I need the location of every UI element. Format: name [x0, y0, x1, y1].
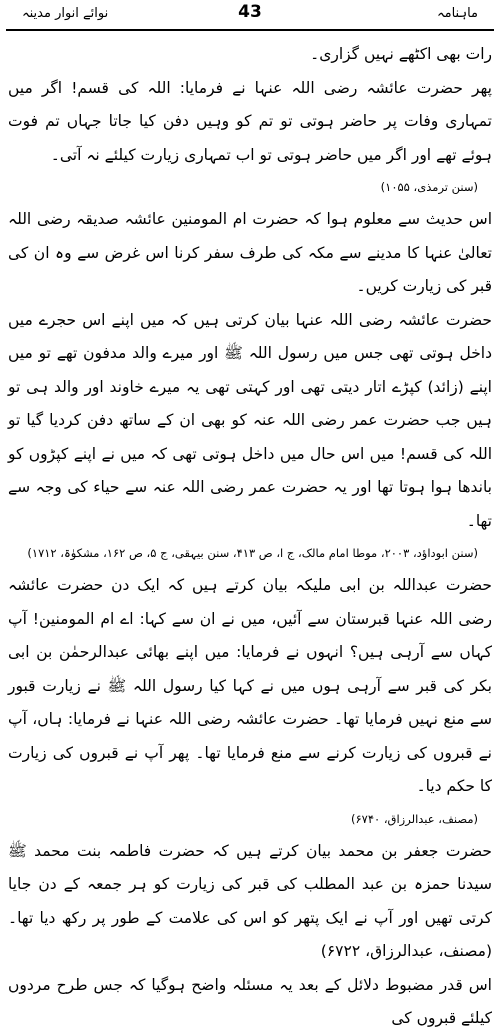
page-header — [0, 0, 500, 36]
paragraph: اس حدیث سے معلوم ہوا کہ حضرت ام المومنین عائشہ صدیقہ رضی اللہ تعالیٰ عنہا کا مدینے سے مکہ کی طرف سفر کرنا اس غرض سے وہ ان کی قبر کی زیارت کریں۔ — [8, 210, 492, 295]
paragraph: رات بھی اکٹھے نہیں گزاری۔ — [310, 45, 492, 63]
reference-citation: (سنن ابوداؤد، ۲۰۰۳، موطا امام مالک، ج ا، ص ۴۱۳، سنن بیہقی، ج ۵، ص ۱۶۲، مشکوٰۃ، ۱۷۱۲) — [27, 546, 478, 560]
header-rule — [6, 29, 494, 31]
paragraph: حضرت عائشہ رضی اللہ عنہا بیان کرتی ہیں کہ میں اپنے اس حجرے میں داخل ہوتی تھی جس میں رسول اللہ ﷺ اور میرے والد مدفون تھے تو میں اپنے (زائد) کپڑے اتار دیتی تھی اور کہتی تھی یہ میرے خاوند اور والد ہی تو ہیں جب حضرت عمر رضی اللہ عنہ کو بھی ان کے ساتھ دفن کردیا گیا تو اللہ کی قسم! میں اس حال میں داخل ہوتی تھی کہ میں نے اپنے کپڑوں کو باندھا ہوا ہوتا تھا اور یہ حضرت عمر رضی اللہ عنہ سے حیاء کی وجہ سے تھا۔ — [8, 310, 492, 530]
page-number: 43 — [238, 2, 262, 22]
paragraph: اس قدر مضبوط دلائل کے بعد یہ مسئلہ واضح ہوگیا کہ جس طرح مردوں کیلئے قبروں کی — [8, 975, 492, 1027]
magazine-label: ماہنامہ — [436, 6, 478, 21]
paragraph: پھر حضرت عائشہ رضی اللہ عنہا نے فرمایا: اللہ کی قسم! اگر میں تمہاری وفات پر حاضر ہوتی تو تم کو وہیں دفن کیا جاتا جہاں تم فوت ہوئے تھے اور اگر میں حاضر ہوتی تو اب تمہاری زیارت کیلئے نہ آتی۔ — [8, 78, 492, 164]
magazine-name: نوائے انوار مدینہ — [22, 6, 109, 21]
article-body — [8, 38, 492, 1036]
paragraph: حضرت جعفر بن محمد بیان کرتے ہیں کہ حضرت فاطمہ بنت محمد ﷺ سیدنا حمزہ بن عبد المطلب کی قبر کی زیارت کو ہر جمعہ کے دن جایا کرتی تھیں اور آپ نے ایک پتھر کو اس کی علامت کے طور پر رکھ دیا تھا۔ (مصنف، عبدالرزاق، ۶۷۲۲) — [8, 841, 492, 960]
reference-citation: (مصنف، عبدالرزاق، ۶۷۴۰) — [350, 811, 478, 826]
paragraph: حضرت عبداللہ بن ابی ملیکہ بیان کرتے ہیں کہ ایک دن حضرت عائشہ رضی اللہ عنہا قبرستان سے آئیں، میں نے ان سے کہا: اے ام المومنین! آپ کہاں سے آرہی ہیں؟ انہوں نے فرمایا: میں اپنے بھائی عبدالرحمٰن بن ابی بکر کی قبر سے آرہی ہوں میں نے کہا کیا رسول اللہ ﷺ نے زیارت قبور سے منع نہیں فرمایا تھا۔ حضرت عائشہ رضی اللہ عنہا نے فرمایا: ہاں، آپ نے قبروں کی زیارت کرنے سے منع فرمایا تھا۔ پھر آپ نے قبروں کی زیارت کا حکم دیا۔ — [8, 576, 492, 795]
reference-citation: (سنن ترمذی، ۱۰۵۵) — [380, 180, 478, 194]
